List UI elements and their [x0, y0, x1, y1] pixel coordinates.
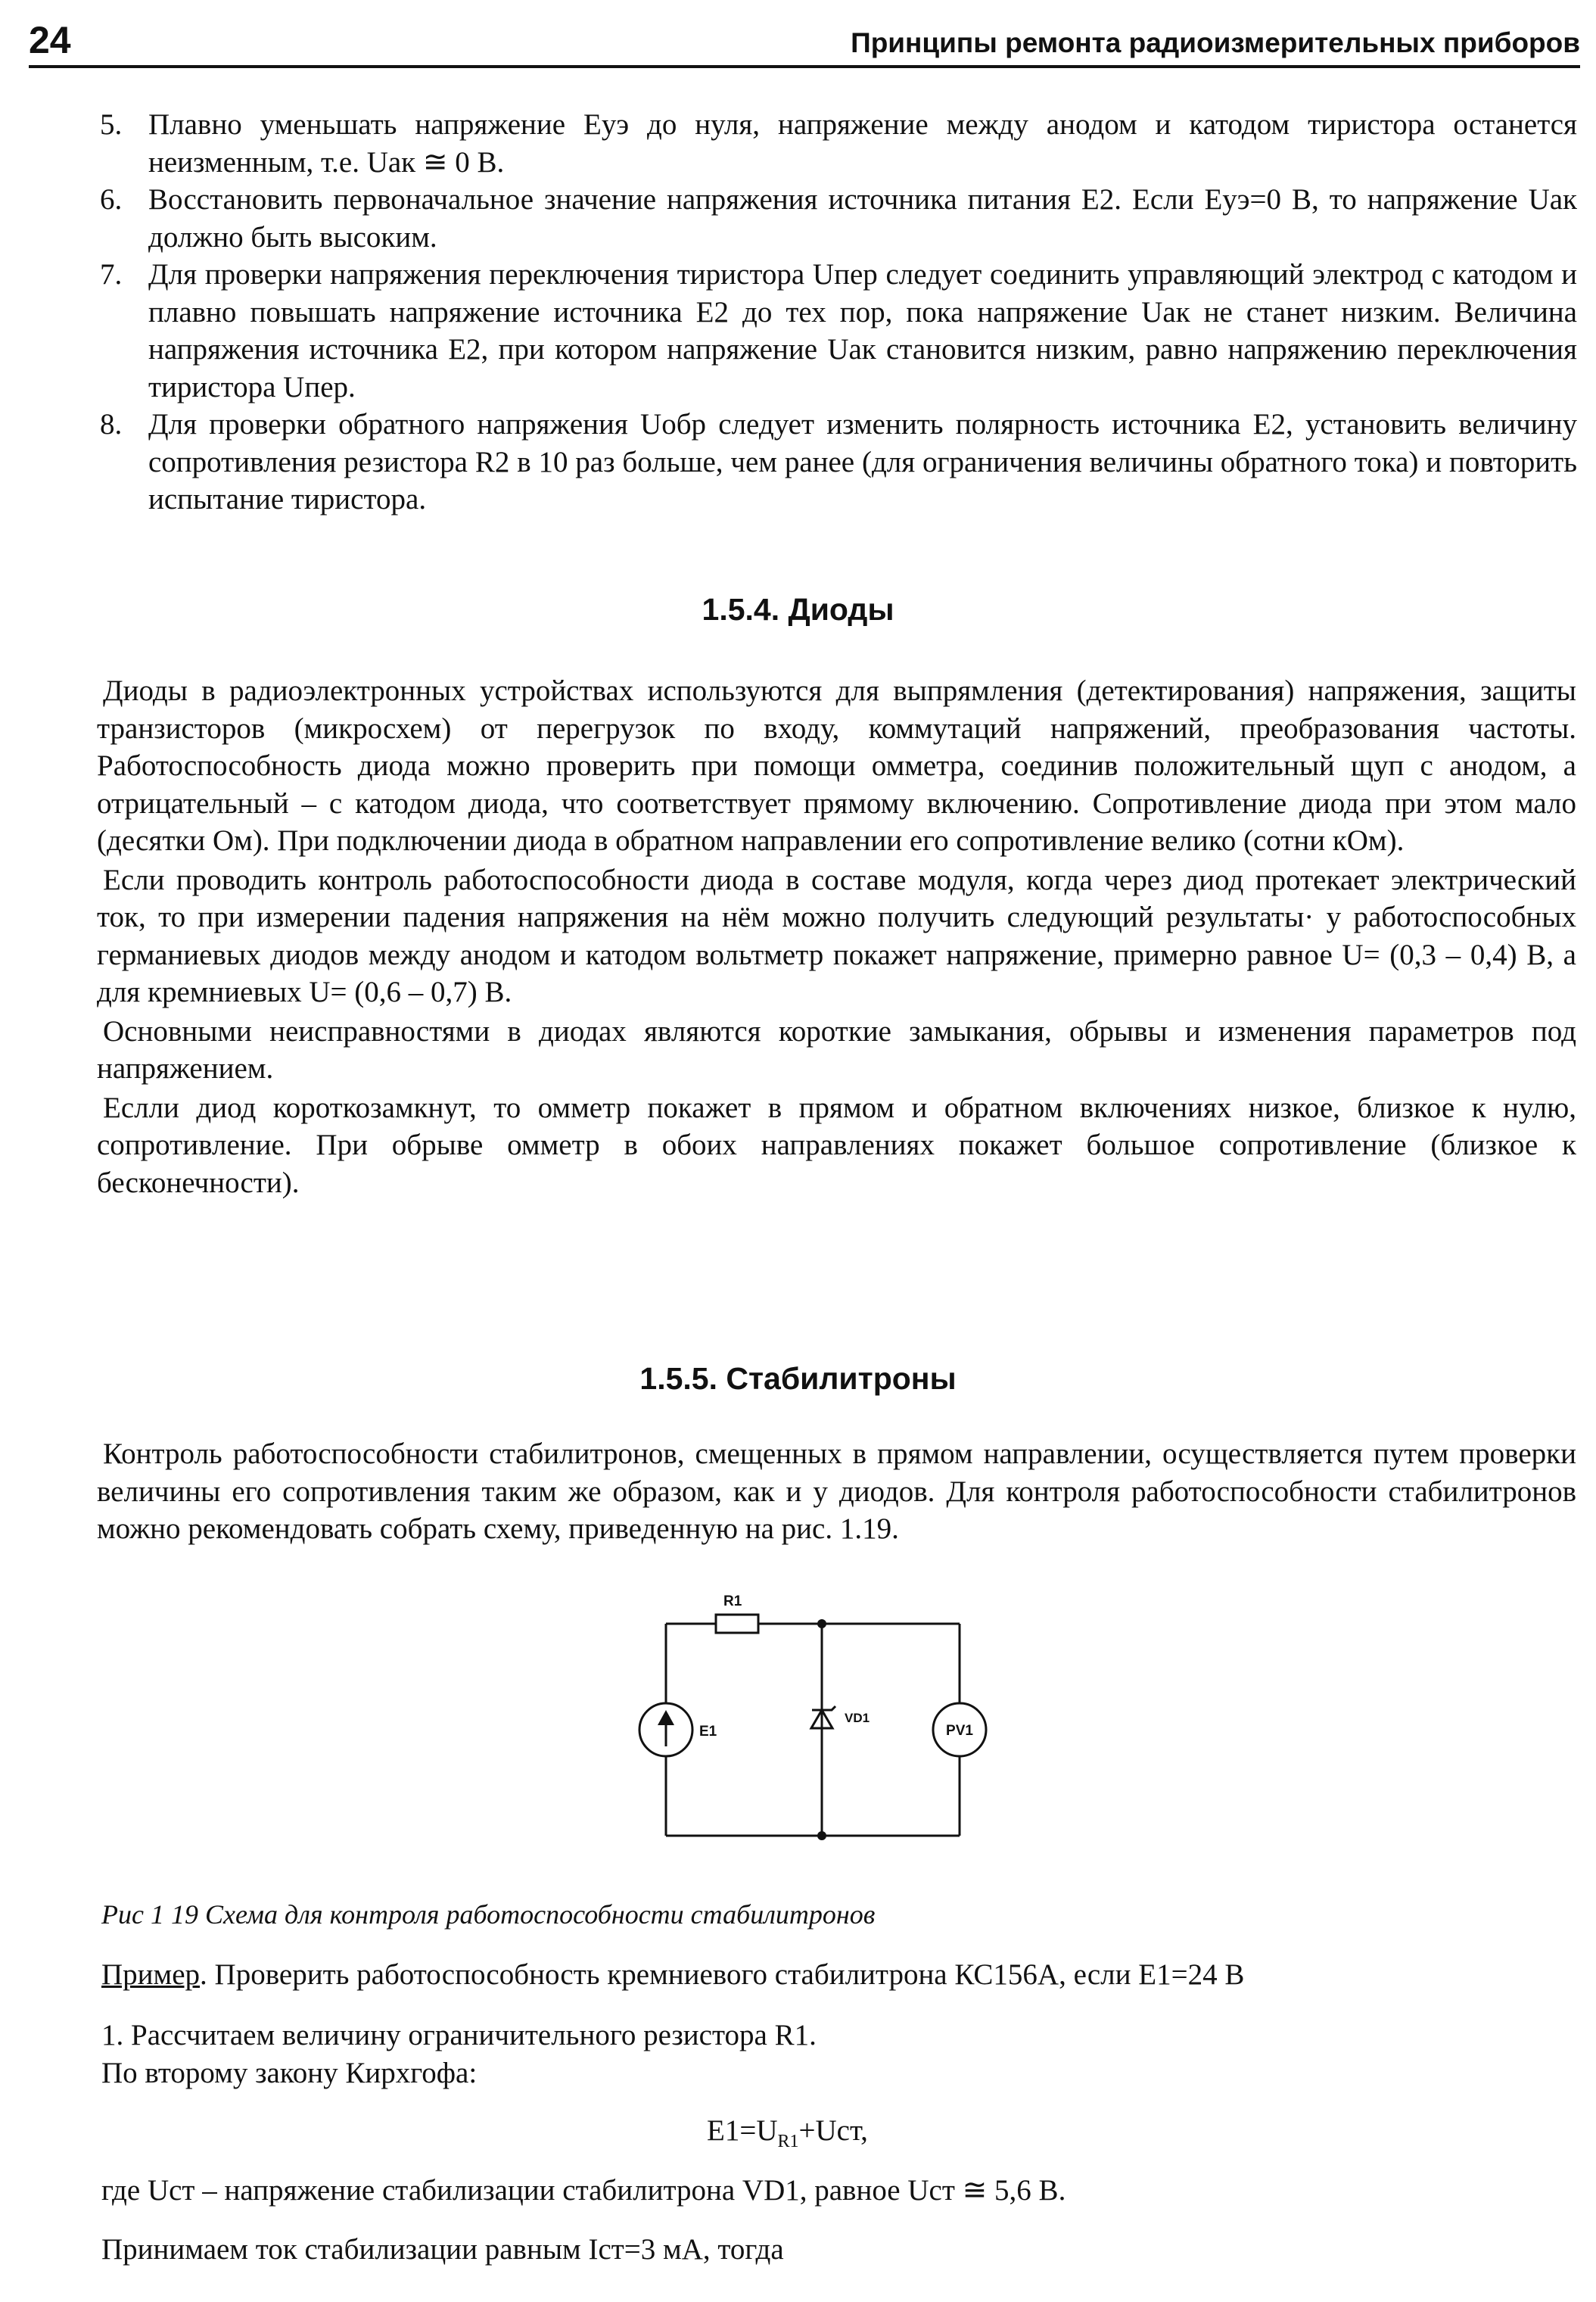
- step-number: 7.: [100, 258, 123, 291]
- label-r1: R1: [723, 1593, 742, 1609]
- step-text: Для проверки обратного напряжения Uобр следует изменить полярность источника Е2, установить величину сопротивления резистора R2 в 10 раз больше, чем ранее (для ограничения величины обратного тока) и повторить испытание тиристора.: [148, 408, 1577, 516]
- zener-test-circuit: [633, 1586, 988, 1866]
- procedure-steps: [100, 106, 1577, 519]
- section-heading-diodes: 1.5.4. Диоды: [702, 592, 894, 627]
- list-item: [100, 256, 1577, 406]
- paragraph: Основными неисправностями в диодах являются короткие замыкания, обрывы и изменения параметров под напряжением.: [97, 1014, 1576, 1085]
- example-label: Пример: [101, 1958, 201, 1991]
- formula-right: +Uст,: [798, 2114, 868, 2147]
- list-item: [100, 406, 1577, 519]
- zener-body: [97, 1435, 1576, 1548]
- current-line: Принимаем ток стабилизации равным Iст=3 мА, тогда: [101, 2233, 784, 2266]
- paragraph: Контроль работоспособности стабилитронов, смещенных в прямом направлении, осуществляется путем проверки величины его сопротивления таким же образом, как и у диодов. Для контроля работоспособности стабилитронов можно рекомендовать собрать схему, приведенную на рис. 1.19.: [97, 1438, 1576, 1545]
- resistor-r1: [716, 1615, 758, 1633]
- step-number: 8.: [100, 408, 123, 441]
- example-text: . Проверить работоспособность кремниевого стабилитрона КС156А, если Е1=24 В: [200, 1958, 1245, 1991]
- step-number: 6.: [100, 183, 123, 216]
- formula-left: E1=U: [707, 2114, 778, 2147]
- label-vd1: VD1: [845, 1711, 870, 1725]
- diodes-body: [97, 672, 1576, 1201]
- kirchhoff-line: По второму закону Кирхгофа:: [101, 2057, 478, 2089]
- source-arrow-head: [658, 1710, 674, 1725]
- step-text: Для проверки напряжения переключения тиристора Uпер следует соединить управляющий электрод с катодом и плавно повышать напряжение источника Е2 до тех пор, пока напряжение Uак не станет низким. Величина напряжения источника Е2, при котором напряжение Uак становится низким, равно напряжению переключения тиристора Uпер.: [148, 258, 1577, 403]
- page-number: 24: [29, 19, 71, 61]
- step-text: Восстановить первоначальное значение напряжения источника питания Е2. Если Еуэ=0 В, то напряжение Uак должно быть высоким.: [148, 183, 1577, 254]
- example-line: [101, 1956, 1244, 1993]
- figure-caption: Рис 1 19 Схема для контроля работоспособности стабилитронов: [101, 1899, 876, 1930]
- zener-bar: [812, 1706, 835, 1710]
- label-pv1: PV1: [946, 1723, 973, 1739]
- list-item: [100, 181, 1577, 256]
- section-heading-zener: 1.5.5. Стабилитроны: [639, 1361, 957, 1396]
- formula-subscript: R1: [777, 2131, 799, 2151]
- running-title: Принципы ремонта радиоизмерительных приборов: [851, 27, 1580, 58]
- list-item: [100, 106, 1577, 181]
- page-header: [29, 17, 1580, 68]
- step-text: Плавно уменьшать напряжение Еуэ до нуля, напряжение между анодом и катодом тиристора останется неизменным, т.е. Uак ≅ 0 В.: [148, 108, 1577, 179]
- label-e1: E1: [699, 1724, 717, 1740]
- junction-dot: [817, 1831, 826, 1840]
- paragraph: Если проводить контроль работоспособности диода в составе модуля, когда через диод протекает электрический ток, то при измерении падения напряжения на нём можно получить следующий результаты· у работоспособных германиевых диодов между анодом и катодом вольтметр покажет напряжение, примерно равное U= (0,3 – 0,4) В, а для кремниевых U= (0,6 – 0,7) В.: [97, 863, 1576, 1008]
- paragraph: Диоды в радиоэлектронных устройствах используются для выпрямления (детектирования) напряжения, защиты транзисторов (микросхем) от перегрузок по входу, коммутаций напряжений, преобразования частоты. Работоспособность диода можно проверить при помощи омметра, соединив положительный щуп с анодом, а отрицательный – с катодом диода, что соответствует прямому включению. Сопротивление диода при этом мало (десятки Ом). При подключении диода в обратном направлении его сопротивление велико (сотни кОм).: [97, 674, 1576, 857]
- where-line: где Uст – напряжение стабилизации стабилитрона VD1, равное Uст ≅ 5,6 В.: [101, 2174, 1066, 2207]
- example-step-1: 1. Рассчитаем величину ограничительного резистора R1.: [101, 2019, 817, 2051]
- junction-dot: [817, 1619, 826, 1628]
- paragraph: Еслли диод короткозамкнут, то омметр покажет в прямом и обратном включениях низкое, близкое к нулю, сопротивление. При обрыве омметр в обоих направлениях покажет большое сопротивление (близкое к бесконечности).: [97, 1091, 1576, 1199]
- formula: [707, 2112, 868, 2160]
- step-number: 5.: [100, 108, 123, 141]
